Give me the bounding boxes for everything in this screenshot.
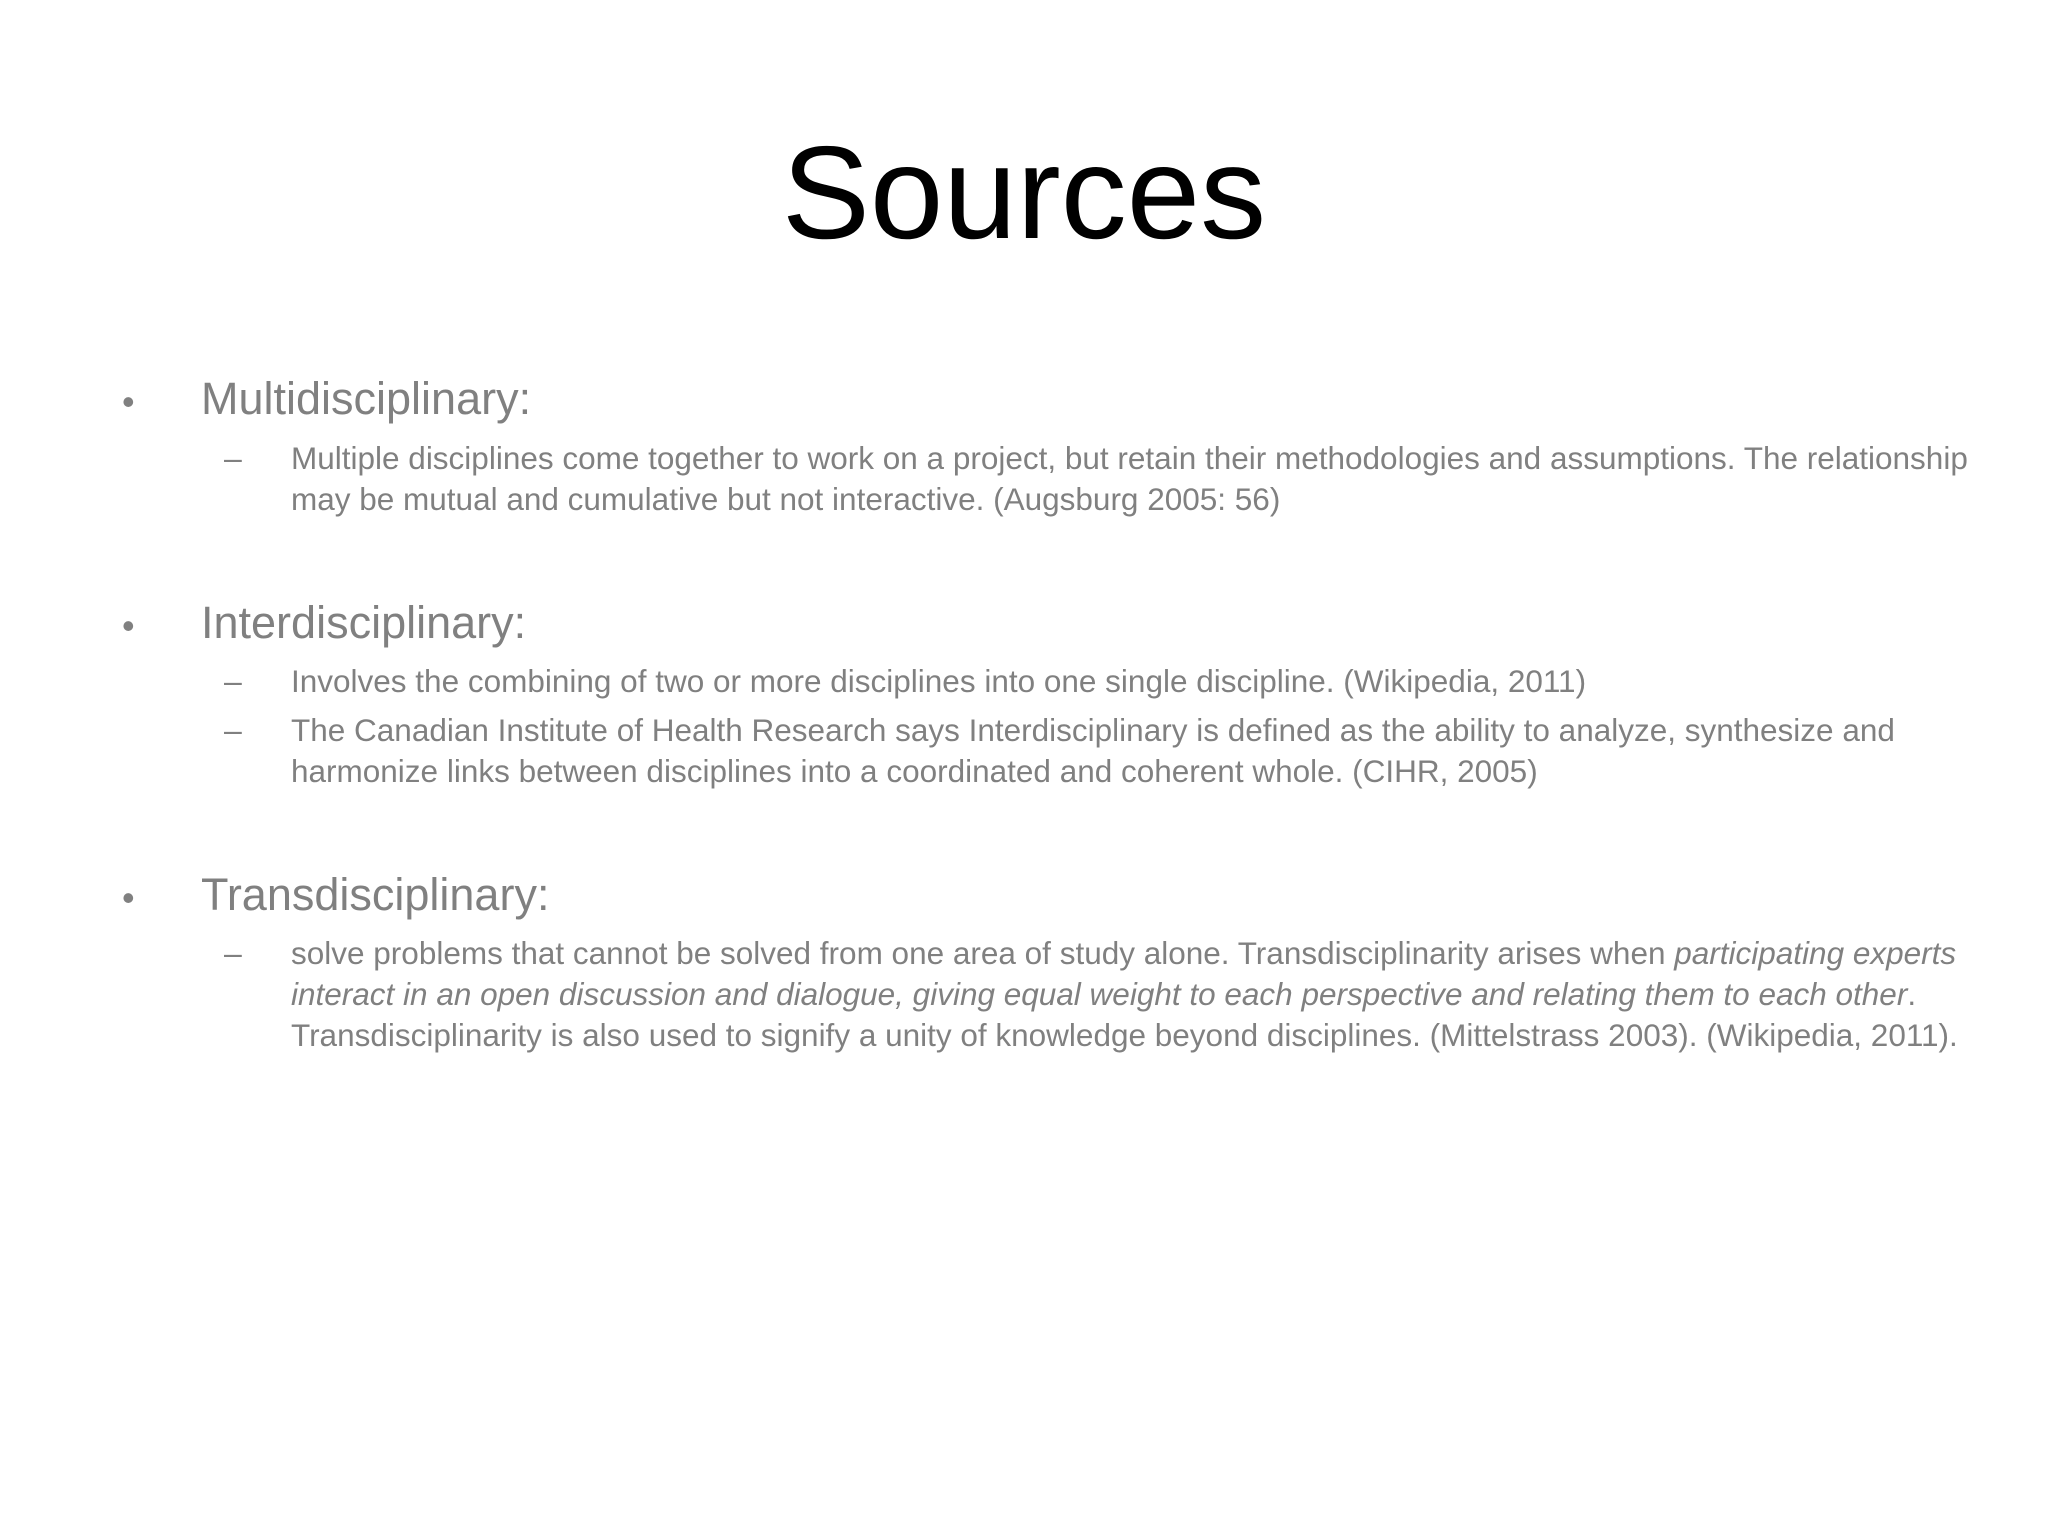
bullet-dot-icon: • [122,381,135,422]
sub-item-text: Multiple disciplines come together to work on a project, but retain their methodologies and assumptions. The relationship may be mutual and cumulative but not interactive. (Augsburg 2005: 56) [291,440,1968,517]
dash-icon: – [224,440,242,476]
bullet-heading: Interdisciplinary: [201,597,527,648]
bullet-heading: Transdisciplinary: [201,869,550,920]
bullet-dot-icon: • [122,877,135,918]
sub-item-text [291,933,1971,1056]
sub-item-text-end: . Transdisciplinarity is also used to signify a unity of knowledge beyond disciplines. (Mittelstrass 2003). (Wikipedia, 2011). [291,976,1958,1053]
dash-icon: – [224,712,242,748]
bullet-heading: Multidisciplinary: [201,373,532,424]
dash-icon: – [224,663,242,699]
sub-item-text: Involves the combining of two or more disciplines into one single discipline. (Wikipedia, 2011) [291,663,1587,699]
sub-item-text-start: solve problems that cannot be solved from one area of study alone. Transdisciplinarity arises when [291,935,1675,971]
sub-item-text-italic: participating experts interact in an open discussion and dialogue, giving equal weight to each perspective and relating them to each other [291,935,1957,1012]
slide-title: Sources [781,119,1267,266]
dash-icon: – [224,935,242,971]
sub-item-text: The Canadian Institute of Health Research says Interdisciplinary is defined as the ability to analyze, synthesize and harmonize links between disciplines into a coordinated and coherent whole. (CIHR, 2005) [291,712,1895,789]
bullet-dot-icon: • [122,605,135,646]
